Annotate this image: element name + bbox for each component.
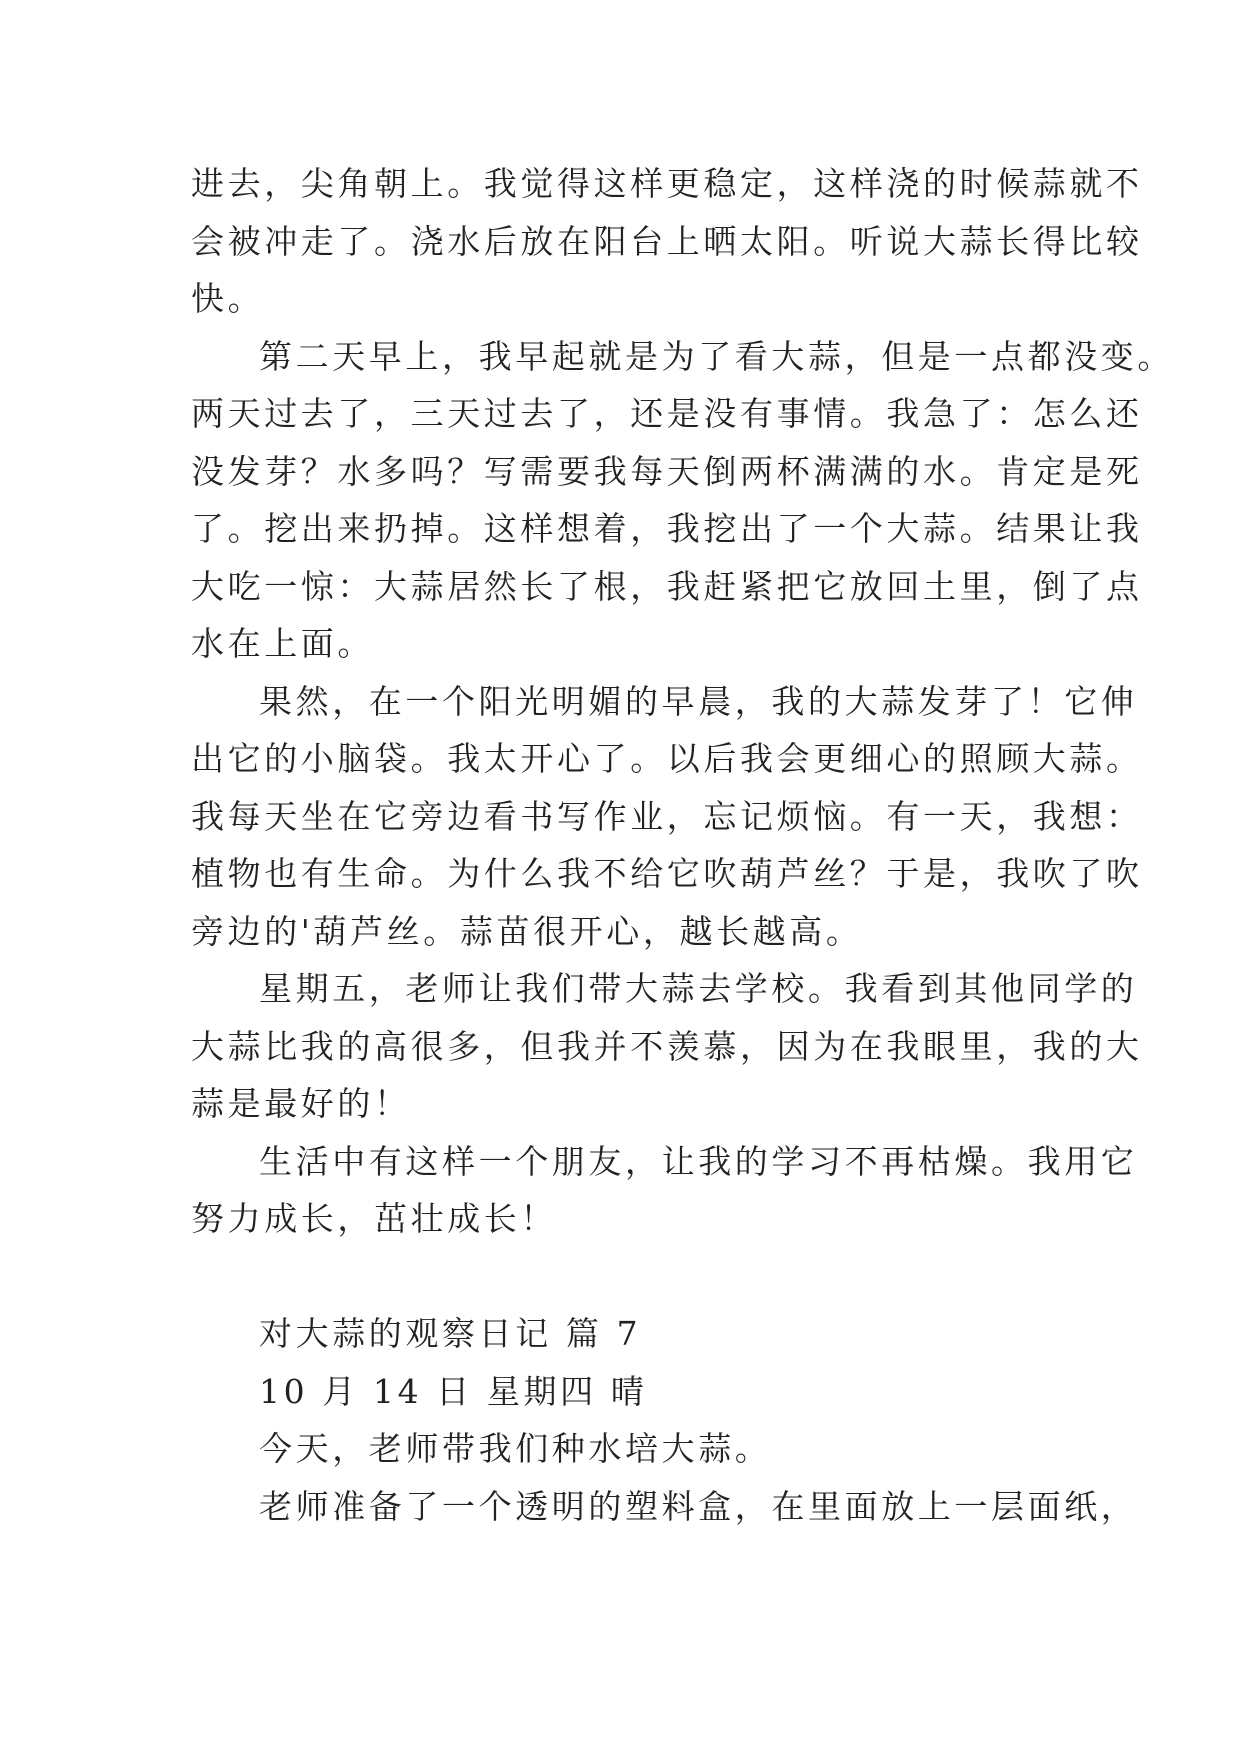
paragraph-line: 蒜是最好的！: [191, 1084, 411, 1123]
paragraph-line: 今天，老师带我们种水培大蒜。: [259, 1429, 772, 1468]
paragraph-line: 第二天早上，我早起就是为了看大蒜，但是一点都没变。: [259, 336, 1174, 376]
paragraph-line: 我每天坐在它旁边看书写作业，忘记烦恼。有一天，我想：: [191, 796, 1143, 836]
diary-date-line: 10 月 14 日 星期四 晴: [259, 1371, 648, 1411]
paragraph-line: 两天过去了，三天过去了，还是没有事情。我急了：怎么还: [191, 394, 1143, 433]
section-title: 对大蒜的观察日记 篇 7: [259, 1314, 642, 1353]
paragraph-line: 了。挖出来扔掉。这样想着，我挖出了一个大蒜。结果让我: [191, 509, 1143, 548]
paragraph-line: 没发芽？水多吗？写需要我每天倒两杯满满的水。肯定是死: [191, 451, 1143, 491]
paragraph-line: 生活中有这样一个朋友，让我的学习不再枯燥。我用它: [259, 1141, 1138, 1181]
document-body: [191, 155, 1174, 1535]
paragraph-line: 大吃一惊：大蒜居然长了根，我赶紧把它放回土里，倒了点: [191, 566, 1143, 606]
paragraph-line: 会被冲走了。浇水后放在阳台上晒太阳。听说大蒜长得比较: [191, 221, 1143, 261]
paragraph-line: 进去，尖角朝上。我觉得这样更稳定，这样浇的时候蒜就不: [191, 164, 1143, 203]
paragraph-line: 大蒜比我的高很多，但我并不羡慕，因为在我眼里，我的大: [191, 1026, 1143, 1066]
paragraph-line: 老师准备了一个透明的塑料盒，在里面放上一层面纸，: [259, 1486, 1138, 1526]
paragraph-line: 出它的小脑袋。我太开心了。以后我会更细心的照顾大蒜。: [191, 739, 1143, 778]
paragraph-line: 水在上面。: [191, 624, 374, 663]
paragraph-line: 努力成长，茁壮成长！: [191, 1199, 557, 1238]
paragraph-line: 植物也有生命。为什么我不给它吹葫芦丝？于是，我吹了吹: [191, 854, 1143, 893]
blank-line: [191, 1248, 1071, 1306]
paragraph-line: 旁边的'葫芦丝。蒜苗很开心，越长越高。: [191, 911, 863, 951]
paragraph-line: 快。: [191, 279, 265, 318]
paragraph-line: 果然，在一个阳光明媚的早晨，我的大蒜发芽了！它伸: [259, 681, 1138, 721]
paragraph-line: 星期五，老师让我们带大蒜去学校。我看到其他同学的: [259, 969, 1138, 1008]
